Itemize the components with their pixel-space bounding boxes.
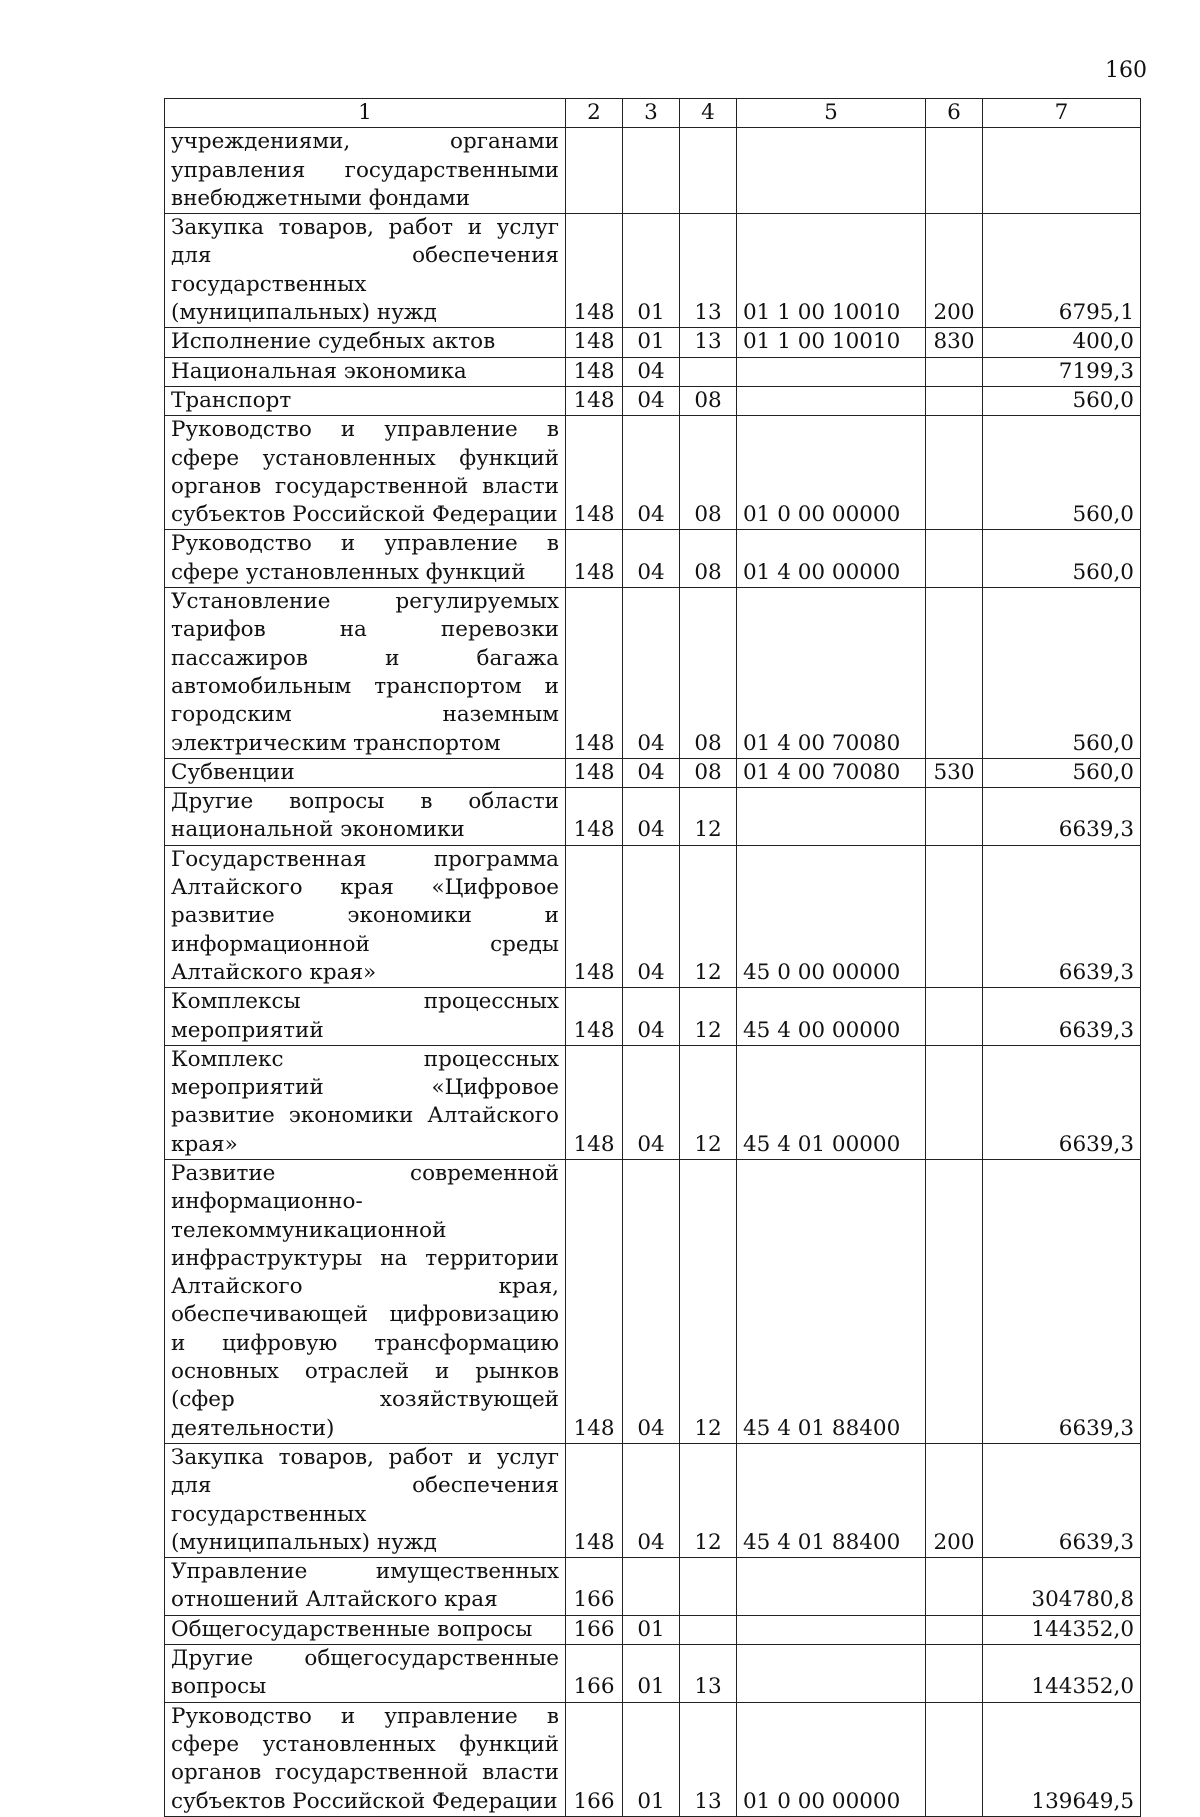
- row-name-cell: Субвенции: [165, 758, 566, 787]
- target-article-cell: 01 4 00 00000: [737, 530, 926, 588]
- row-name-cell: Руководство и управление в сфере установленных функций органов государственной власти субъектов Российской Федерации: [165, 1702, 566, 1816]
- section-code-cell: 01: [623, 1702, 680, 1816]
- table-row: [165, 788, 1141, 846]
- amount-cell: 560,0: [983, 530, 1141, 588]
- subsection-code-cell: [680, 357, 737, 386]
- target-article-cell: [737, 386, 926, 415]
- table-row: [165, 588, 1141, 759]
- ministry-code-cell: 148: [566, 530, 623, 588]
- amount-cell: 144352,0: [983, 1645, 1141, 1703]
- expense-type-cell: [926, 1645, 983, 1703]
- subsection-code-cell: [680, 1558, 737, 1616]
- target-article-cell: 45 4 00 00000: [737, 988, 926, 1046]
- subsection-code-cell: 12: [680, 1045, 737, 1159]
- expense-type-cell: 830: [926, 328, 983, 357]
- subsection-code-cell: 08: [680, 416, 737, 530]
- ministry-code-cell: 148: [566, 357, 623, 386]
- expense-type-cell: 530: [926, 758, 983, 787]
- subsection-code-cell: 12: [680, 1159, 737, 1443]
- column-header: 2: [566, 99, 623, 128]
- row-name-cell: Транспорт: [165, 386, 566, 415]
- row-name-cell: Установление регулируемых тарифов на перевозки пассажиров и багажа автомобильным транспортом и городским наземным электрическим транспортом: [165, 588, 566, 759]
- section-code-cell: 04: [623, 386, 680, 415]
- table-row: [165, 214, 1141, 328]
- amount-cell: 6639,3: [983, 1045, 1141, 1159]
- target-article-cell: [737, 128, 926, 214]
- section-code-cell: [623, 128, 680, 214]
- table-row: [165, 128, 1141, 214]
- table-row: [165, 1159, 1141, 1443]
- table-row: [165, 845, 1141, 987]
- subsection-code-cell: 13: [680, 1702, 737, 1816]
- amount-cell: 6639,3: [983, 1159, 1141, 1443]
- budget-table: [164, 98, 1141, 1817]
- table-row: [165, 758, 1141, 787]
- subsection-code-cell: 08: [680, 588, 737, 759]
- target-article-cell: [737, 357, 926, 386]
- amount-cell: 560,0: [983, 758, 1141, 787]
- column-header: 3: [623, 99, 680, 128]
- section-code-cell: 04: [623, 588, 680, 759]
- ministry-code-cell: 148: [566, 328, 623, 357]
- target-article-cell: 01 4 00 70080: [737, 588, 926, 759]
- target-article-cell: 01 1 00 10010: [737, 214, 926, 328]
- expense-type-cell: [926, 845, 983, 987]
- target-article-cell: 45 4 01 88400: [737, 1159, 926, 1443]
- column-header: 4: [680, 99, 737, 128]
- amount-cell: 400,0: [983, 328, 1141, 357]
- target-article-cell: [737, 1558, 926, 1616]
- table-row: [165, 530, 1141, 588]
- target-article-cell: 01 0 00 00000: [737, 1702, 926, 1816]
- amount-cell: 560,0: [983, 416, 1141, 530]
- amount-cell: 6639,3: [983, 1443, 1141, 1557]
- expense-type-cell: [926, 1045, 983, 1159]
- expense-type-cell: [926, 1159, 983, 1443]
- expense-type-cell: [926, 357, 983, 386]
- ministry-code-cell: 148: [566, 788, 623, 846]
- amount-cell: 144352,0: [983, 1615, 1141, 1644]
- amount-cell: 304780,8: [983, 1558, 1141, 1616]
- subsection-code-cell: [680, 128, 737, 214]
- column-header: 1: [165, 99, 566, 128]
- subsection-code-cell: 12: [680, 988, 737, 1046]
- table-row: [165, 386, 1141, 415]
- section-code-cell: 01: [623, 328, 680, 357]
- ministry-code-cell: 148: [566, 1443, 623, 1557]
- subsection-code-cell: 13: [680, 1645, 737, 1703]
- table-header-row: [165, 99, 1141, 128]
- row-name-cell: Руководство и управление в сфере установленных функций: [165, 530, 566, 588]
- amount-cell: 560,0: [983, 588, 1141, 759]
- subsection-code-cell: 12: [680, 845, 737, 987]
- section-code-cell: 04: [623, 988, 680, 1046]
- expense-type-cell: 200: [926, 1443, 983, 1557]
- ministry-code-cell: 148: [566, 214, 623, 328]
- ministry-code-cell: 148: [566, 988, 623, 1046]
- column-header: 7: [983, 99, 1141, 128]
- section-code-cell: 04: [623, 1443, 680, 1557]
- target-article-cell: 45 0 00 00000: [737, 845, 926, 987]
- page-number: 160: [1105, 58, 1147, 83]
- expense-type-cell: [926, 788, 983, 846]
- row-name-cell: Комплекс процессных мероприятий «Цифровое развитие экономики Алтайского края»: [165, 1045, 566, 1159]
- row-name-cell: Другие вопросы в области национальной экономики: [165, 788, 566, 846]
- target-article-cell: 01 4 00 70080: [737, 758, 926, 787]
- section-code-cell: 04: [623, 758, 680, 787]
- target-article-cell: 01 0 00 00000: [737, 416, 926, 530]
- target-article-cell: [737, 1615, 926, 1644]
- amount-cell: 7199,3: [983, 357, 1141, 386]
- ministry-code-cell: 148: [566, 1159, 623, 1443]
- table-row: [165, 1558, 1141, 1616]
- amount-cell: 6639,3: [983, 988, 1141, 1046]
- target-article-cell: [737, 1645, 926, 1703]
- ministry-code-cell: 148: [566, 386, 623, 415]
- target-article-cell: 45 4 01 88400: [737, 1443, 926, 1557]
- expense-type-cell: [926, 988, 983, 1046]
- section-code-cell: 04: [623, 530, 680, 588]
- table-row: [165, 416, 1141, 530]
- section-code-cell: 04: [623, 357, 680, 386]
- subsection-code-cell: 12: [680, 1443, 737, 1557]
- row-name-cell: Развитие современной информационно-телекоммуникационной инфраструктуры на территории Алтайского края, обеспечивающей цифровизацию и цифровую трансформацию основных отраслей и рынков (сфер хозяйствующей деятельности): [165, 1159, 566, 1443]
- table-body: [165, 128, 1141, 1817]
- section-code-cell: 01: [623, 214, 680, 328]
- table-row: [165, 988, 1141, 1046]
- table-row: [165, 328, 1141, 357]
- target-article-cell: 45 4 01 00000: [737, 1045, 926, 1159]
- section-code-cell: 01: [623, 1645, 680, 1703]
- row-name-cell: Общегосударственные вопросы: [165, 1615, 566, 1644]
- amount-cell: 6639,3: [983, 845, 1141, 987]
- table-row: [165, 1702, 1141, 1816]
- expense-type-cell: [926, 1702, 983, 1816]
- ministry-code-cell: 166: [566, 1645, 623, 1703]
- row-name-cell: Национальная экономика: [165, 357, 566, 386]
- section-code-cell: [623, 1558, 680, 1616]
- expense-type-cell: [926, 588, 983, 759]
- row-name-cell: Управление имущественных отношений Алтайского края: [165, 1558, 566, 1616]
- row-name-cell: учреждениями, органами управления государственными внебюджетными фондами: [165, 128, 566, 214]
- table-row: [165, 1615, 1141, 1644]
- ministry-code-cell: 166: [566, 1615, 623, 1644]
- amount-cell: [983, 128, 1141, 214]
- table-row: [165, 357, 1141, 386]
- table-row: [165, 1645, 1141, 1703]
- row-name-cell: Государственная программа Алтайского края «Цифровое развитие экономики и информационной среды Алтайского края»: [165, 845, 566, 987]
- ministry-code-cell: 148: [566, 416, 623, 530]
- subsection-code-cell: 13: [680, 328, 737, 357]
- subsection-code-cell: 08: [680, 530, 737, 588]
- row-name-cell: Руководство и управление в сфере установленных функций органов государственной власти субъектов Российской Федерации: [165, 416, 566, 530]
- row-name-cell: Исполнение судебных актов: [165, 328, 566, 357]
- amount-cell: 6639,3: [983, 788, 1141, 846]
- column-header: 6: [926, 99, 983, 128]
- table-row: [165, 1045, 1141, 1159]
- expense-type-cell: [926, 1615, 983, 1644]
- amount-cell: 6795,1: [983, 214, 1141, 328]
- row-name-cell: Комплексы процессных мероприятий: [165, 988, 566, 1046]
- ministry-code-cell: [566, 128, 623, 214]
- expense-type-cell: [926, 1558, 983, 1616]
- section-code-cell: 04: [623, 416, 680, 530]
- section-code-cell: 04: [623, 788, 680, 846]
- subsection-code-cell: 13: [680, 214, 737, 328]
- amount-cell: 139649,5: [983, 1702, 1141, 1816]
- table-row: [165, 1443, 1141, 1557]
- subsection-code-cell: 08: [680, 758, 737, 787]
- target-article-cell: 01 1 00 10010: [737, 328, 926, 357]
- row-name-cell: Закупка товаров, работ и услуг для обеспечения государственных (муниципальных) нужд: [165, 1443, 566, 1557]
- section-code-cell: 01: [623, 1615, 680, 1644]
- subsection-code-cell: 12: [680, 788, 737, 846]
- expense-type-cell: [926, 416, 983, 530]
- amount-cell: 560,0: [983, 386, 1141, 415]
- section-code-cell: 04: [623, 845, 680, 987]
- column-header: 5: [737, 99, 926, 128]
- expense-type-cell: 200: [926, 214, 983, 328]
- expense-type-cell: [926, 386, 983, 415]
- ministry-code-cell: 148: [566, 1045, 623, 1159]
- ministry-code-cell: 166: [566, 1558, 623, 1616]
- ministry-code-cell: 148: [566, 588, 623, 759]
- expense-type-cell: [926, 530, 983, 588]
- section-code-cell: 04: [623, 1159, 680, 1443]
- ministry-code-cell: 166: [566, 1702, 623, 1816]
- ministry-code-cell: 148: [566, 845, 623, 987]
- target-article-cell: [737, 788, 926, 846]
- expense-type-cell: [926, 128, 983, 214]
- subsection-code-cell: 08: [680, 386, 737, 415]
- ministry-code-cell: 148: [566, 758, 623, 787]
- row-name-cell: Другие общегосударственные вопросы: [165, 1645, 566, 1703]
- section-code-cell: 04: [623, 1045, 680, 1159]
- row-name-cell: Закупка товаров, работ и услуг для обеспечения государственных (муниципальных) нужд: [165, 214, 566, 328]
- subsection-code-cell: [680, 1615, 737, 1644]
